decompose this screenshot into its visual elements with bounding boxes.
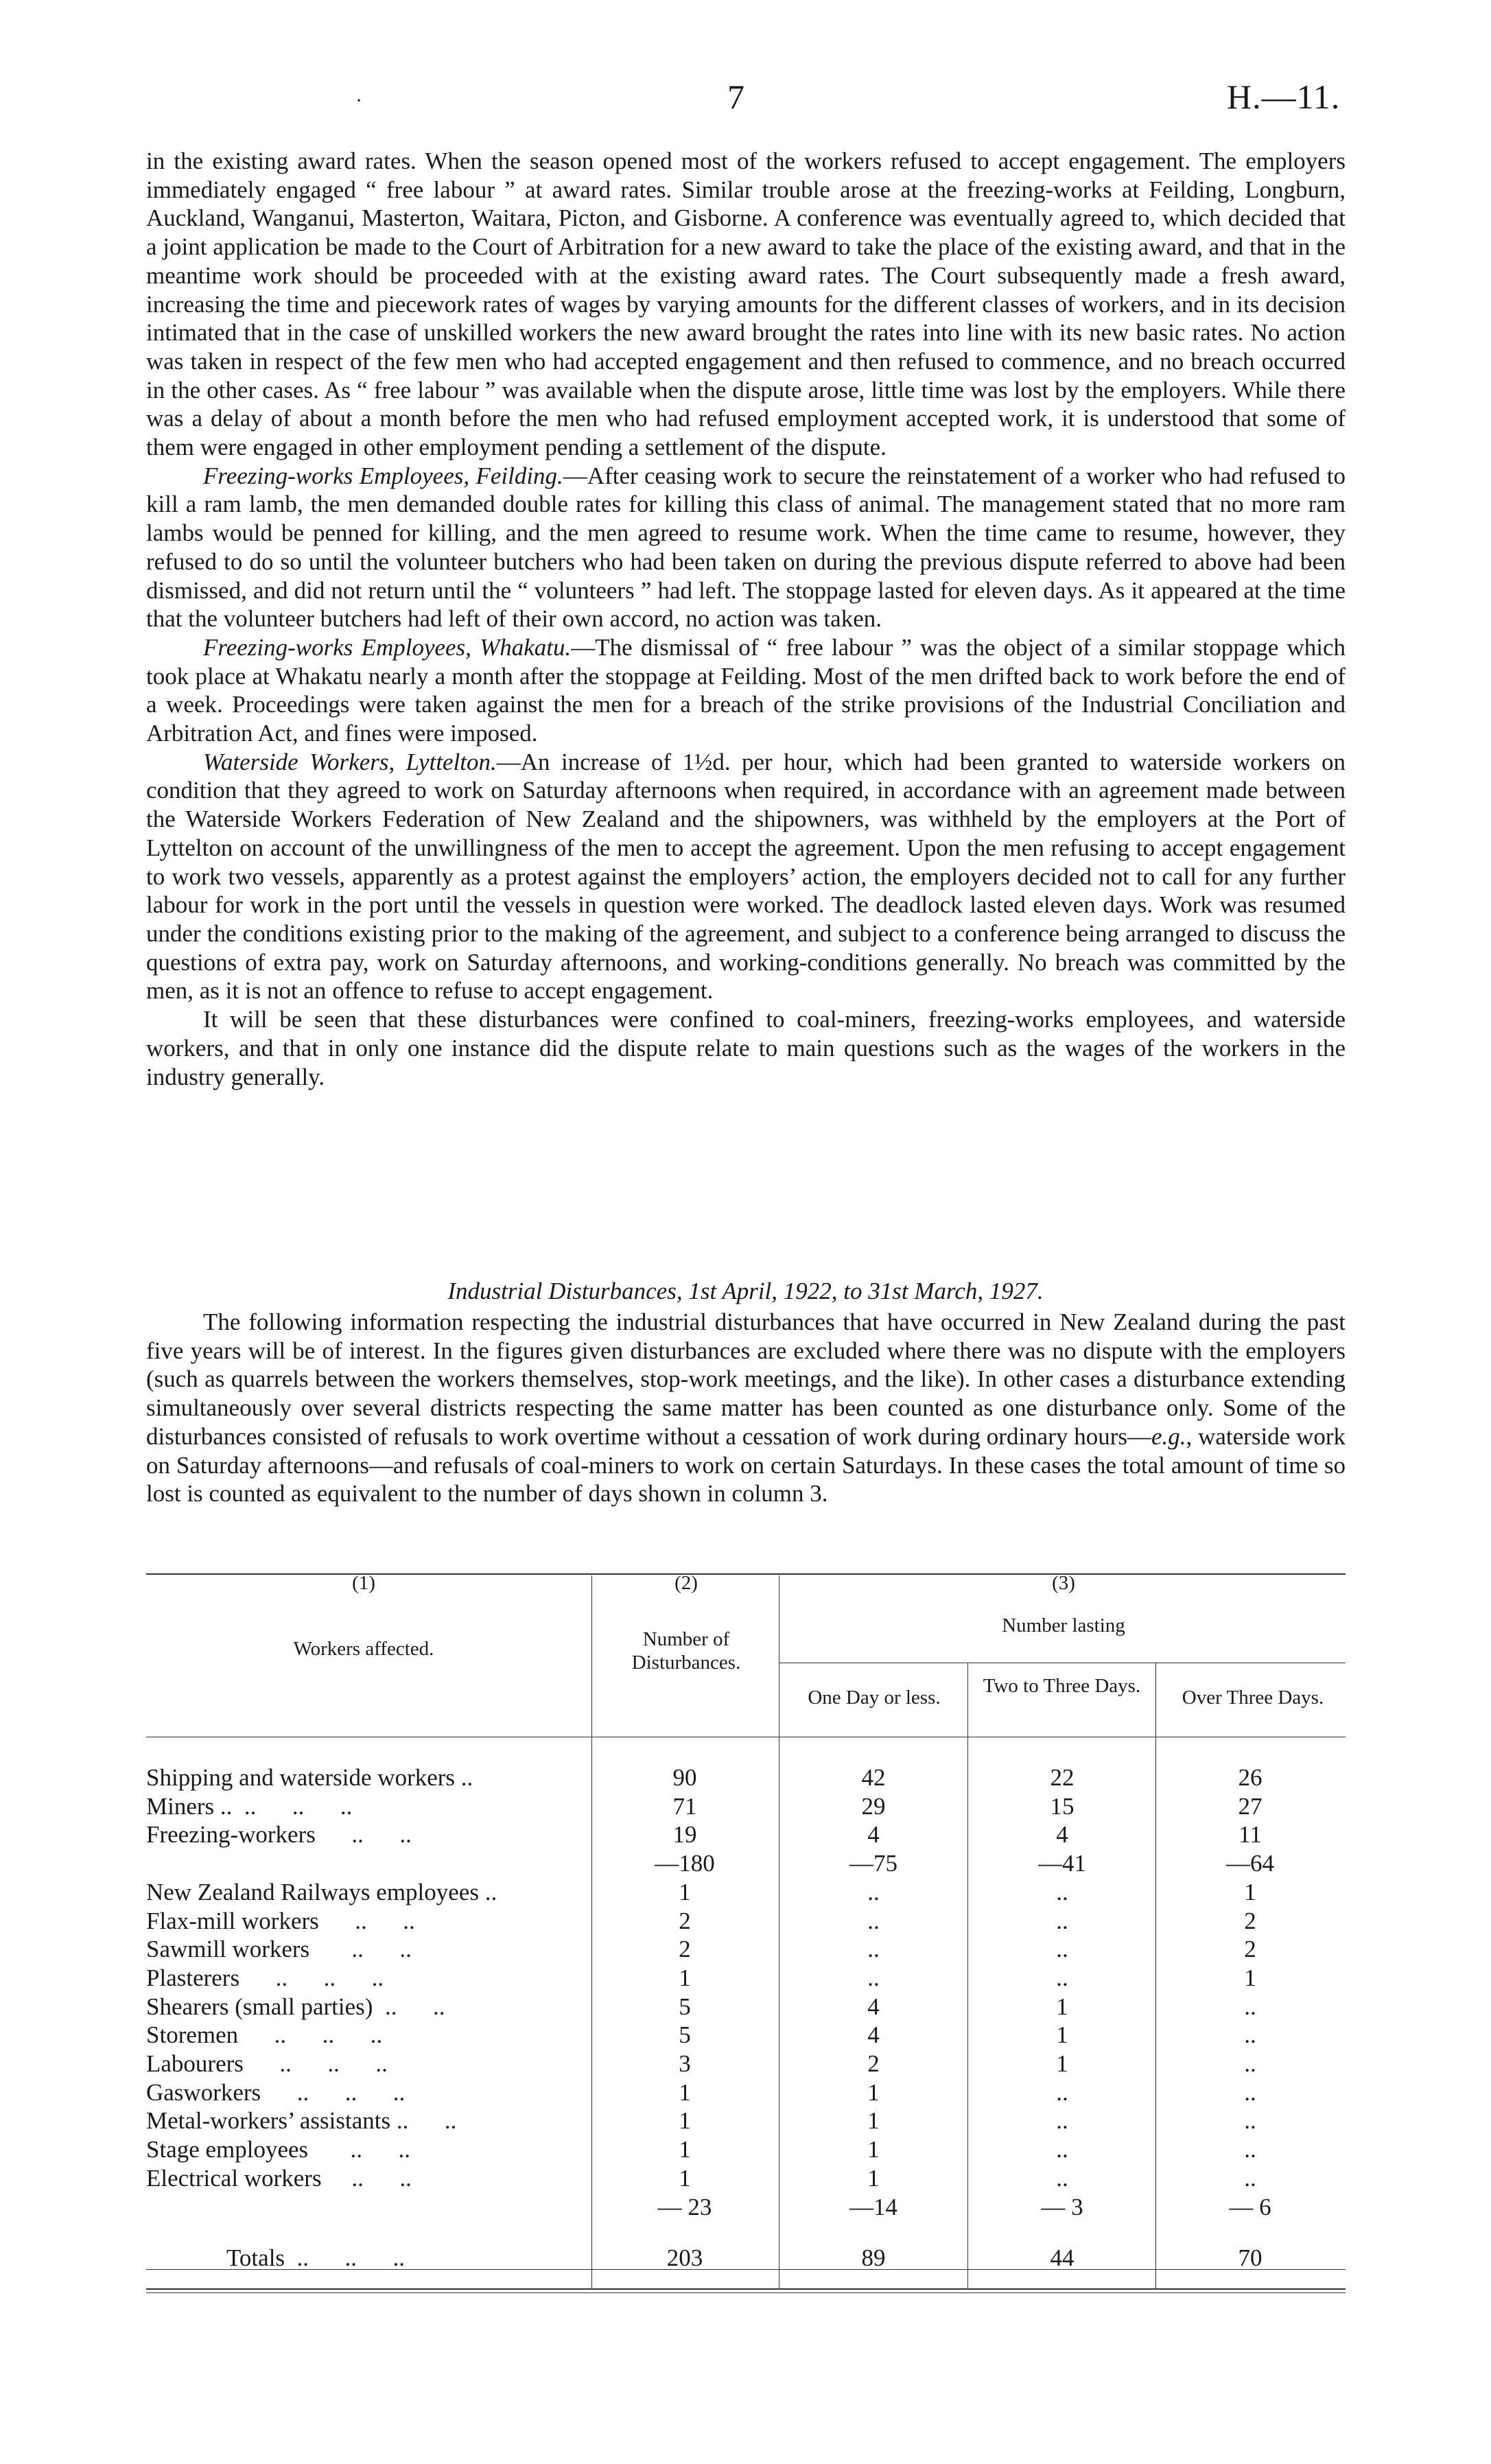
cell-c: 11 [1238, 1821, 1262, 1849]
cell-a: —75 [849, 1850, 897, 1877]
cell-a: .. [867, 1936, 880, 1963]
table-bottom-rule [146, 2288, 1346, 2290]
cell-c: .. [1244, 2078, 1256, 2106]
document-reference: H.—11. [1227, 78, 1341, 116]
cell-b: 22 [1050, 1764, 1075, 1791]
cell-n: 2 [679, 1936, 691, 1963]
cell-b: .. [1056, 2164, 1068, 2192]
cell-b: — 3 [1041, 2193, 1083, 2220]
row-label: Storemen .. .. .. [146, 2021, 383, 2049]
column-divider [1155, 1663, 1156, 2289]
cell-c: .. [1244, 2021, 1256, 2049]
cell-c: 26 [1238, 1764, 1263, 1791]
cell-n: 71 [672, 1792, 697, 1820]
cell-n: 1 [679, 2164, 691, 2192]
cell-a: —14 [849, 2193, 897, 2220]
cell-b: 1 [1056, 1993, 1068, 2020]
intro-text [146, 1308, 1346, 1508]
cell-n: 5 [679, 1993, 691, 2020]
cell-c: .. [1244, 2050, 1256, 2077]
column-number-3: (3) [1052, 1572, 1075, 1594]
cell-b: .. [1056, 2136, 1068, 2163]
cell-a: 4 [867, 1993, 880, 2020]
column-number-1: (1) [352, 1572, 375, 1594]
page-number: 7 [727, 78, 744, 116]
subheader-over-three: Over Three Days. [1182, 1687, 1324, 1709]
cell-c: 2 [1244, 1936, 1256, 1963]
cell-n: 2 [679, 1907, 691, 1934]
cell-b: 1 [1056, 2050, 1068, 2077]
section-title: Industrial Disturbances, 1st April, 1922, to 31st March, 1927. [447, 1278, 1044, 1304]
cell-a: 1 [867, 2164, 880, 2192]
cell-b: .. [1056, 2078, 1068, 2106]
row-label: Plasterers .. .. .. [146, 1964, 384, 1991]
paragraph-continued: in the existing award rates. When the season opened most of the workers refused to accept engagement. The employers immediately engaged “ free labour ” at award rates. Similar trouble arose at the freezing-works at Feilding, Longburn, Auckland, Wanganui, Masterton, Waitara, Picton, and Gisborne. A conference was eventually agreed to, which decided that a joint application be made to the Court of Arbitration for a new award to take the place of the existing award, and that in the meantime work should be proceeded with at the existing award rates. The Court subsequently made a fresh award, increasing the time and piecework rates of wages by varying amounts for the different classes of workers, and in its decision intimated that in the case of unskilled workers the new award brought the rates into line with its new basic rates. No action was taken in respect of the few men who had accepted engagement and then refused to commence, and no breach occurred in the other cases. As “ free labour ” was available when the dispute arose, little time was lost by the employers. While there was a delay of about a month before the men who had refused employment accepted work, it is understood that some of them were engaged in other employment pending a settlement of the dispute. [146, 148, 1346, 461]
cell-a: 1 [867, 2136, 880, 2163]
cell-n: 1 [679, 1878, 691, 1905]
column-number-2: (2) [674, 1572, 698, 1594]
cell-n: 1 [679, 2107, 691, 2135]
header-number-lasting: Number lasting [1002, 1615, 1125, 1636]
cell-c: .. [1244, 2107, 1256, 2135]
row-label: Metal-workers’ assistants .. .. [146, 2107, 457, 2135]
totals-label: Totals .. .. .. [226, 2244, 406, 2271]
header-dot: · [355, 89, 362, 112]
row-label: New Zealand Railways employees .. [146, 1878, 497, 1905]
cell-b: —41 [1038, 1850, 1086, 1877]
row-label: Freezing-workers .. .. [146, 1821, 412, 1849]
paragraph-summary: It will be seen that these disturbances were confined to coal-miners, freezing-works employees, and waterside workers, and that in only one instance did the dispute relate to main questions such as the wages of the workers in the industry generally. [146, 1006, 1346, 1090]
cell-b: .. [1056, 1907, 1068, 1934]
cell-b: 15 [1050, 1792, 1075, 1820]
cell-b: 4 [1056, 1821, 1068, 1849]
cell-c: 1 [1244, 1878, 1256, 1905]
paragraph-heading: Freezing-works Employees, Feilding. [203, 462, 563, 489]
cell-a: 29 [861, 1792, 886, 1820]
paragraph-whakatu: Freezing-works Employees, Whakatu.—The dismissal of “ free labour ” was the object of a similar stoppage which took place at Whakatu nearly a month after the stoppage at Feilding. Most of the men drifted back to work before the end of a week. Proceedings were taken against the men for a breach of the strike provisions of the Industrial Conciliation and Arbitration Act, and fines were imposed. [146, 633, 1346, 747]
paragraph-feilding: Freezing-works Employees, Feilding.—After ceasing work to secure the reinstatement of a worker who had refused to kill a ram lamb, the men demanded double rates for killing this class of animal. The management stated that no more ram lambs would be penned for killing, and the men agreed to resume work. When the time came to resume, however, they refused to do so until the volunteer butchers who had been taken on during the previous dispute referred to above had been dismissed, and did not return until the “ volunteers ” had left. The stoppage lasted for eleven days. As it appeared at the time that the volunteer butchers had left of their own accord, no action was taken. [146, 462, 1346, 633]
cell-c: .. [1244, 1993, 1256, 2020]
row-label: Sawmill workers .. .. [146, 1936, 412, 1963]
row-label: Stage employees .. .. [146, 2136, 410, 2163]
cell-n: 3 [679, 2050, 691, 2077]
cell-b: .. [1056, 1964, 1068, 1991]
paragraph-heading: Freezing-works Employees, Whakatu. [203, 633, 572, 661]
header-number-of-disturbances: Number of Disturbances. [631, 1628, 741, 1674]
column-divider [967, 1663, 968, 2289]
body-text [146, 147, 1346, 1091]
paragraph-heading: Waterside Workers, Lyttelton. [203, 748, 497, 775]
cell-c: 2 [1244, 1907, 1256, 1934]
row-label: Miners .. .. .. .. [146, 1792, 353, 1820]
table-bottom-rule-double [146, 2292, 1346, 2293]
cell-b: .. [1056, 1878, 1068, 1905]
cell-n: 1 [679, 2078, 691, 2106]
cell-n: 1 [679, 2136, 691, 2163]
paragraph-intro: The following information respecting the industrial disturbances that have occurred in New Zealand during the past five years will be of interest. In the figures given disturbances are excluded where there was no dispute with the employers (such as quarrels between the workers themselves, stop-work meetings, and the like). In other cases a disturbance extending simultaneously over several districts respecting the same matter has been counted as one disturbance only. Some of the disturbances consisted of refusals to work overtime without a cessation of work during ordinary hours—e.g., waterside work on Saturday afternoons—and refusals of coal-miners to work on certain Saturdays. In these cases the total amount of time so lost is counted as equivalent to the number of days shown in column 3. [146, 1309, 1346, 1507]
total-one-day: 89 [861, 2244, 886, 2271]
row-label: Electrical workers .. .. [146, 2164, 412, 2192]
cell-n: 5 [679, 2021, 691, 2049]
total-disturbances: 203 [666, 2244, 703, 2271]
row-label: Shearers (small parties) .. .. [146, 1993, 445, 2020]
cell-b: 1 [1056, 2021, 1068, 2049]
cell-a: 1 [867, 2107, 880, 2135]
row-label: Gasworkers .. .. .. [146, 2078, 406, 2106]
cell-a: .. [867, 1907, 880, 1934]
cell-a: 4 [867, 2021, 880, 2049]
row-label: Labourers .. .. .. [146, 2050, 388, 2077]
cell-c: 1 [1244, 1964, 1256, 1991]
column-divider [591, 1575, 592, 2289]
cell-a: 4 [867, 1821, 880, 1849]
cell-c: .. [1244, 2164, 1256, 2192]
row-label: Flax-mill workers .. .. [146, 1907, 415, 1934]
cell-n: 90 [672, 1764, 697, 1791]
cell-n: —180 [655, 1850, 715, 1877]
cell-a: .. [867, 1878, 880, 1905]
cell-c: 27 [1238, 1792, 1263, 1820]
paragraph-lyttelton: Waterside Workers, Lyttelton.—An increase of 1½d. per hour, which had been granted to waterside workers on condition that they agreed to work on Saturday afternoons when required, in accordance with an agreement made between the Waterside Workers Federation of New Zealand and the shipowners, was withheld by the employers at the Port of Lyttelton on account of the unwillingness of the men to accept the agreement. Upon the men refusing to accept engagement to work two vessels, apparently as a protest against the employers’ action, the employers decided not to call for any further labour for work in the port until the vessels in question were worked. The deadlock lasted eleven days. Work was resumed under the conditions existing prior to the making of the agreement, and subject to a conference being arranged to discuss the questions of extra pay, work on Saturday afternoons, and working-conditions generally. No breach was committed by the men, as it is not an offence to refuse to accept engagement. [146, 748, 1346, 1005]
header-workers-affected: Workers affected. [293, 1638, 434, 1660]
total-two-to-three: 44 [1050, 2244, 1075, 2271]
cell-a: 42 [861, 1764, 886, 1791]
cell-n: 1 [679, 1964, 691, 1991]
cell-a: 1 [867, 2078, 880, 2106]
cell-b: .. [1056, 1936, 1068, 1963]
subheader-two-to-three: Two to Three Days. [983, 1675, 1141, 1697]
cell-n: — 23 [657, 2193, 712, 2220]
total-over-three: 70 [1238, 2244, 1263, 2271]
cell-c: —64 [1226, 1850, 1274, 1877]
row-label: Shipping and waterside workers .. [146, 1764, 473, 1791]
cell-c: — 6 [1229, 2193, 1271, 2220]
cell-c: .. [1244, 2136, 1256, 2163]
cell-a: 2 [867, 2050, 880, 2077]
cell-b: .. [1056, 2107, 1068, 2135]
cell-a: .. [867, 1964, 880, 1991]
cell-n: 19 [672, 1821, 697, 1849]
subheader-one-day: One Day or less. [808, 1687, 941, 1709]
